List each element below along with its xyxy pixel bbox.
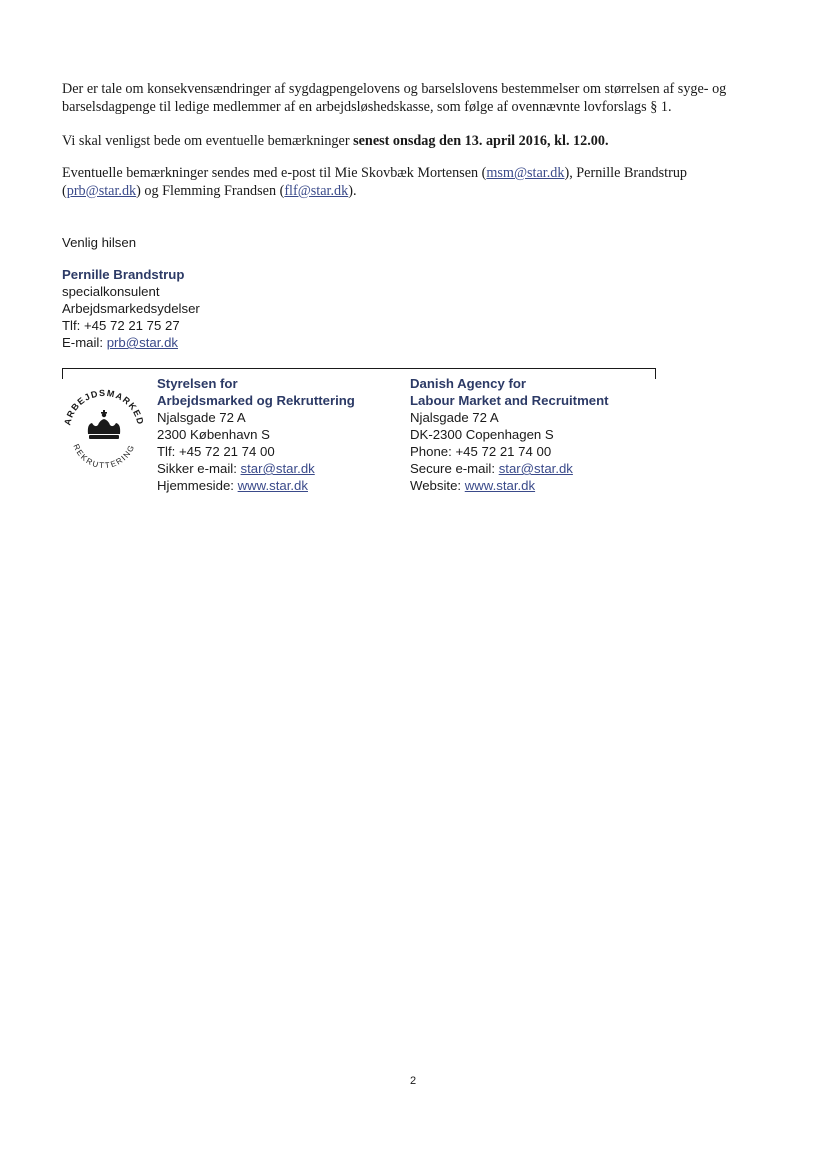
footer-da-address: Njalsgade 72 A bbox=[157, 410, 246, 425]
signature-title: specialkonsulent bbox=[62, 284, 160, 299]
footer-en-org-line1: Danish Agency for bbox=[410, 376, 527, 391]
email-link-flf[interactable]: flf@star.dk bbox=[284, 182, 349, 199]
footer-column-english bbox=[410, 375, 609, 494]
contacts-text-4: ). bbox=[348, 182, 357, 199]
svg-text:REKRUTTERING bbox=[71, 443, 136, 470]
footer-en-email-label: Secure e-mail: bbox=[410, 461, 499, 476]
footer-da-phone: Tlf: +45 72 21 74 00 bbox=[157, 444, 275, 459]
footer-en-email-link[interactable]: star@star.dk bbox=[498, 461, 573, 476]
footer-da-city: 2300 København S bbox=[157, 427, 270, 442]
footer-da-web-label: Hjemmeside: bbox=[157, 478, 238, 493]
agency-logo bbox=[58, 384, 150, 476]
footer-en-org-line2: Labour Market and Recruitment bbox=[410, 393, 609, 408]
footer-da-org-line2: Arbejdsmarked og Rekruttering bbox=[157, 393, 355, 408]
contacts-text-3: ) og Flemming Frandsen ( bbox=[136, 182, 285, 199]
footer-da-web-link[interactable]: www.star.dk bbox=[237, 478, 308, 493]
paragraph-deadline bbox=[62, 133, 762, 151]
signature-name: Pernille Brandstrup bbox=[62, 267, 185, 282]
deadline-intro: Vi skal venligst bede om eventuelle bemærkninger bbox=[62, 133, 354, 149]
signature-block bbox=[62, 266, 200, 351]
signature-email-link[interactable]: prb@star.dk bbox=[106, 335, 178, 350]
footer-column-danish bbox=[157, 375, 355, 494]
logo-text-top: ARBEJDSMARKED bbox=[62, 387, 146, 427]
email-link-msm[interactable]: msm@star.dk bbox=[486, 165, 565, 181]
signature-phone: Tlf: +45 72 21 75 27 bbox=[62, 318, 180, 333]
paragraph-contacts bbox=[62, 165, 762, 200]
footer-en-web-link[interactable]: www.star.dk bbox=[464, 478, 536, 493]
crown-icon bbox=[88, 410, 120, 439]
footer-da-email-link[interactable]: star@star.dk bbox=[240, 461, 315, 476]
footer-en-city: DK-2300 Copenhagen S bbox=[410, 427, 554, 442]
footer-en-web-label: Website: bbox=[410, 478, 465, 493]
footer-da-email bbox=[157, 460, 355, 477]
footer-en-phone: Phone: +45 72 21 74 00 bbox=[410, 444, 552, 459]
signature-email bbox=[62, 334, 200, 351]
footer-en-web bbox=[410, 477, 609, 494]
deadline-date: senest onsdag den 13. april 2016, kl. 12.00. bbox=[353, 133, 609, 149]
footer-da-web bbox=[157, 477, 355, 494]
footer-en-email bbox=[410, 460, 609, 477]
signature-email-label: E-mail: bbox=[62, 335, 107, 350]
email-link-prb[interactable]: prb@star.dk bbox=[66, 182, 137, 199]
contacts-text-1: Eventuelle bemærkninger sendes med e-post til Mie Skovbæk Mortensen ( bbox=[62, 165, 487, 181]
signature-department: Arbejdsmarkedsydelser bbox=[62, 301, 200, 316]
footer-en-address: Njalsgade 72 A bbox=[410, 410, 499, 425]
footer-da-email-label: Sikker e-mail: bbox=[157, 461, 241, 476]
greeting: Venlig hilsen bbox=[62, 235, 137, 250]
paragraph-consequential-amendments: Der er tale om konsekvensændringer af sygdagpengelovens og barselslovens bestemmelser om størrelsen af syge- og barselsdagpenge til ledige medlemmer af en arbejdsløshedskasse, som følge af ovennævnte lovforslags § 1. bbox=[62, 81, 727, 115]
contacts-text-2: ), Pernille Brandstrup ( bbox=[62, 165, 688, 199]
footer-da-org-line1: Styrelsen for bbox=[157, 376, 238, 391]
page-number: 2 bbox=[409, 1075, 417, 1087]
logo-text-bottom: REKRUTTERING bbox=[71, 442, 137, 471]
